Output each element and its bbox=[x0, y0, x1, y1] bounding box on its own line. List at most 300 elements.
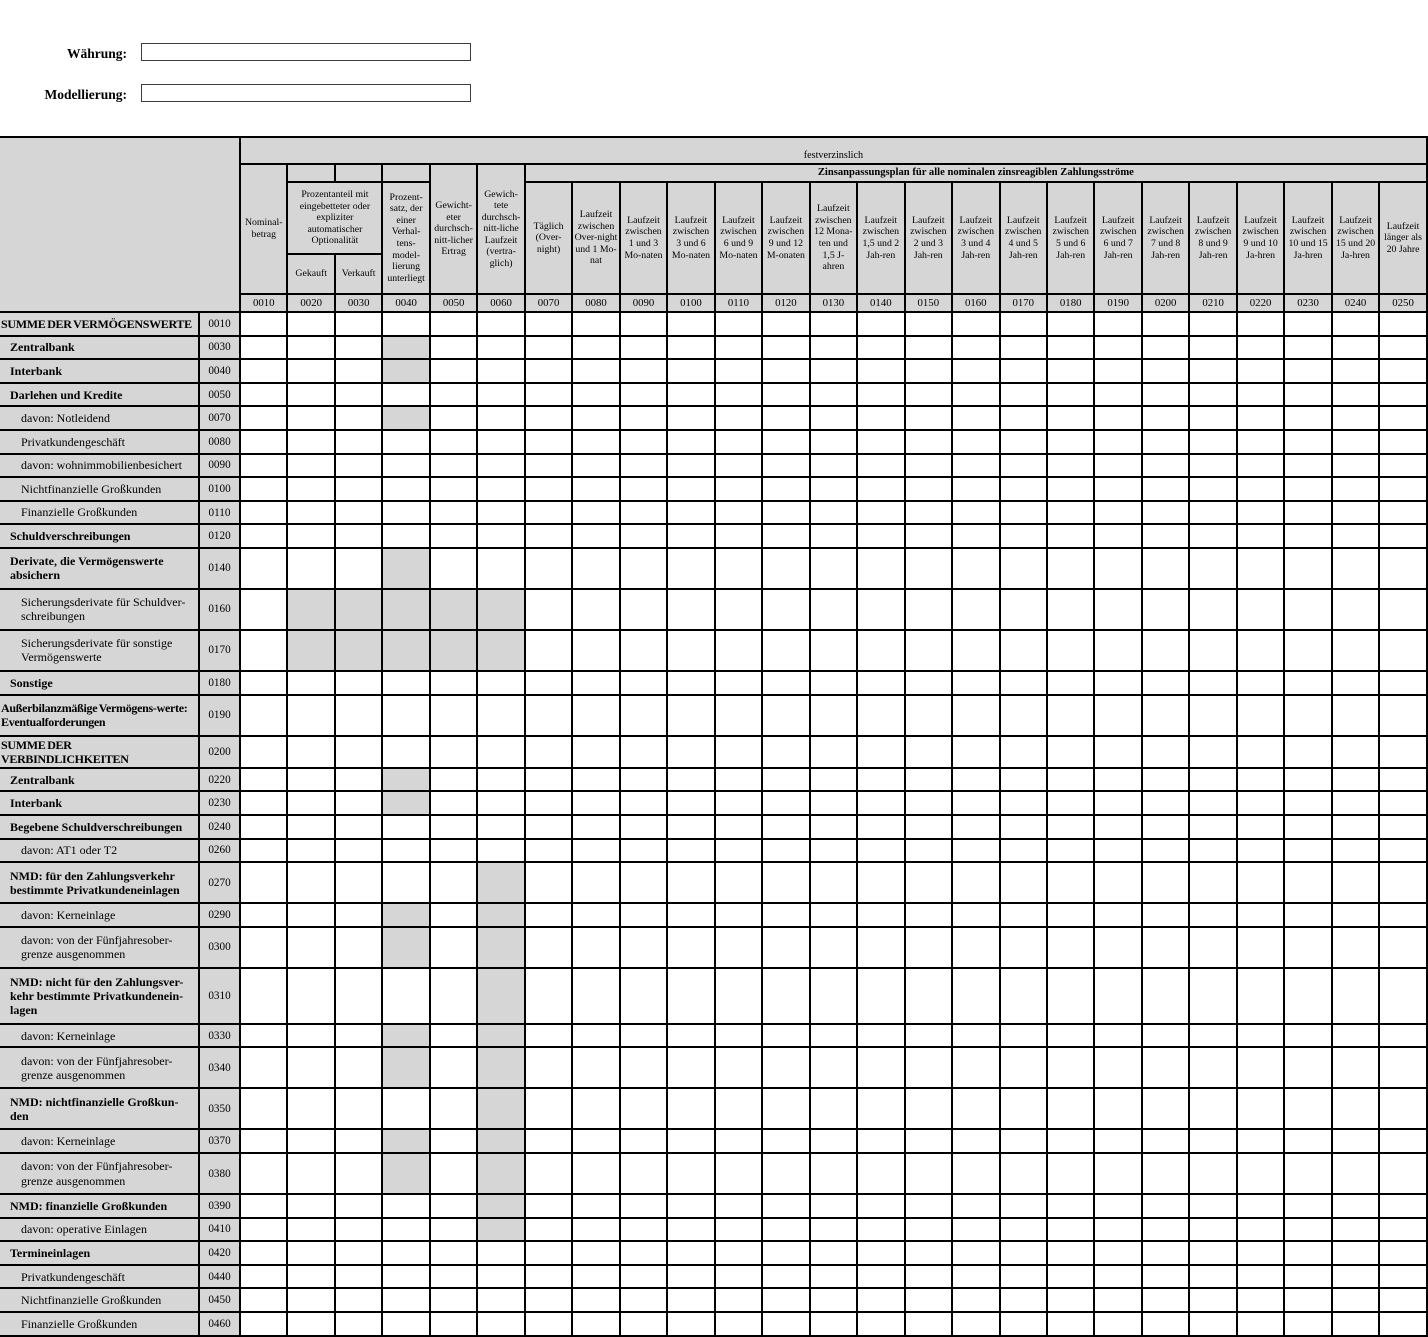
cell-0170-0230[interactable] bbox=[1284, 630, 1331, 671]
cell-0230-0190[interactable] bbox=[1094, 791, 1141, 815]
cell-0450-0220[interactable] bbox=[1237, 1288, 1284, 1312]
cell-0260-0150[interactable] bbox=[905, 839, 952, 863]
cell-0390-0040[interactable] bbox=[382, 1194, 429, 1218]
cell-0300-0050[interactable] bbox=[430, 927, 477, 968]
cell-0420-0070[interactable] bbox=[525, 1241, 572, 1265]
cell-0190-0100[interactable] bbox=[667, 695, 714, 736]
cell-0070-0230[interactable] bbox=[1284, 406, 1331, 430]
cell-0380-0120[interactable] bbox=[762, 1153, 809, 1194]
cell-0170-0250[interactable] bbox=[1379, 630, 1427, 671]
cell-0170-0170[interactable] bbox=[1000, 630, 1047, 671]
cell-0070-0010[interactable] bbox=[240, 406, 287, 430]
cell-0370-0020[interactable] bbox=[287, 1129, 334, 1153]
cell-0010-0170[interactable] bbox=[1000, 312, 1047, 336]
cell-0310-0140[interactable] bbox=[857, 968, 904, 1024]
cell-0120-0010[interactable] bbox=[240, 524, 287, 548]
cell-0070-0150[interactable] bbox=[905, 406, 952, 430]
cell-0240-0100[interactable] bbox=[667, 815, 714, 839]
cell-0290-0210[interactable] bbox=[1189, 903, 1236, 927]
cell-0030-0160[interactable] bbox=[952, 336, 999, 360]
cell-0050-0160[interactable] bbox=[952, 383, 999, 407]
cell-0140-0140[interactable] bbox=[857, 548, 904, 589]
cell-0010-0010[interactable] bbox=[240, 312, 287, 336]
cell-0390-0220[interactable] bbox=[1237, 1194, 1284, 1218]
cell-0110-0020[interactable] bbox=[287, 501, 334, 525]
cell-0270-0220[interactable] bbox=[1237, 862, 1284, 903]
cell-0420-0130[interactable] bbox=[810, 1241, 857, 1265]
cell-0050-0130[interactable] bbox=[810, 383, 857, 407]
cell-0050-0180[interactable] bbox=[1047, 383, 1094, 407]
cell-0390-0130[interactable] bbox=[810, 1194, 857, 1218]
cell-0330-0180[interactable] bbox=[1047, 1024, 1094, 1048]
cell-0190-0250[interactable] bbox=[1379, 695, 1427, 736]
cell-0070-0050[interactable] bbox=[430, 406, 477, 430]
cell-0140-0120[interactable] bbox=[762, 548, 809, 589]
cell-0120-0180[interactable] bbox=[1047, 524, 1094, 548]
cell-0230-0150[interactable] bbox=[905, 791, 952, 815]
cell-0030-0070[interactable] bbox=[525, 336, 572, 360]
cell-0100-0190[interactable] bbox=[1094, 477, 1141, 501]
cell-0420-0210[interactable] bbox=[1189, 1241, 1236, 1265]
cell-0110-0060[interactable] bbox=[477, 501, 524, 525]
cell-0050-0210[interactable] bbox=[1189, 383, 1236, 407]
cell-0410-0190[interactable] bbox=[1094, 1218, 1141, 1242]
cell-0200-0010[interactable] bbox=[240, 736, 287, 768]
cell-0310-0110[interactable] bbox=[715, 968, 762, 1024]
cell-0030-0150[interactable] bbox=[905, 336, 952, 360]
cell-0370-0230[interactable] bbox=[1284, 1129, 1331, 1153]
cell-0030-0180[interactable] bbox=[1047, 336, 1094, 360]
cell-0030-0140[interactable] bbox=[857, 336, 904, 360]
cell-0440-0180[interactable] bbox=[1047, 1265, 1094, 1289]
cell-0410-0250[interactable] bbox=[1379, 1218, 1427, 1242]
cell-0030-0020[interactable] bbox=[287, 336, 334, 360]
cell-0220-0250[interactable] bbox=[1379, 768, 1427, 792]
cell-0160-0080[interactable] bbox=[572, 589, 619, 630]
cell-0450-0200[interactable] bbox=[1142, 1288, 1189, 1312]
cell-0460-0220[interactable] bbox=[1237, 1312, 1284, 1336]
cell-0390-0180[interactable] bbox=[1047, 1194, 1094, 1218]
cell-0090-0050[interactable] bbox=[430, 454, 477, 478]
cell-0230-0100[interactable] bbox=[667, 791, 714, 815]
cell-0260-0230[interactable] bbox=[1284, 839, 1331, 863]
cell-0380-0140[interactable] bbox=[857, 1153, 904, 1194]
cell-0110-0050[interactable] bbox=[430, 501, 477, 525]
cell-0040-0060[interactable] bbox=[477, 359, 524, 383]
cell-0120-0140[interactable] bbox=[857, 524, 904, 548]
cell-0370-0010[interactable] bbox=[240, 1129, 287, 1153]
cell-0120-0070[interactable] bbox=[525, 524, 572, 548]
cell-0450-0080[interactable] bbox=[572, 1288, 619, 1312]
cell-0460-0060[interactable] bbox=[477, 1312, 524, 1336]
cell-0290-0170[interactable] bbox=[1000, 903, 1047, 927]
cell-0420-0060[interactable] bbox=[477, 1241, 524, 1265]
cell-0140-0240[interactable] bbox=[1332, 548, 1379, 589]
cell-0010-0220[interactable] bbox=[1237, 312, 1284, 336]
cell-0140-0030[interactable] bbox=[335, 548, 382, 589]
cell-0310-0070[interactable] bbox=[525, 968, 572, 1024]
cell-0240-0230[interactable] bbox=[1284, 815, 1331, 839]
cell-0260-0110[interactable] bbox=[715, 839, 762, 863]
cell-0330-0050[interactable] bbox=[430, 1024, 477, 1048]
cell-0080-0030[interactable] bbox=[335, 430, 382, 454]
cell-0380-0230[interactable] bbox=[1284, 1153, 1331, 1194]
cell-0330-0140[interactable] bbox=[857, 1024, 904, 1048]
cell-0300-0180[interactable] bbox=[1047, 927, 1094, 968]
cell-0190-0010[interactable] bbox=[240, 695, 287, 736]
cell-0330-0220[interactable] bbox=[1237, 1024, 1284, 1048]
cell-0220-0110[interactable] bbox=[715, 768, 762, 792]
cell-0410-0130[interactable] bbox=[810, 1218, 857, 1242]
cell-0170-0210[interactable] bbox=[1189, 630, 1236, 671]
cell-0140-0180[interactable] bbox=[1047, 548, 1094, 589]
cell-0140-0100[interactable] bbox=[667, 548, 714, 589]
cell-0230-0090[interactable] bbox=[620, 791, 667, 815]
cell-0390-0030[interactable] bbox=[335, 1194, 382, 1218]
cell-0300-0250[interactable] bbox=[1379, 927, 1427, 968]
cell-0300-0030[interactable] bbox=[335, 927, 382, 968]
cell-0330-0020[interactable] bbox=[287, 1024, 334, 1048]
cell-0420-0030[interactable] bbox=[335, 1241, 382, 1265]
cell-0220-0140[interactable] bbox=[857, 768, 904, 792]
cell-0040-0070[interactable] bbox=[525, 359, 572, 383]
cell-0310-0020[interactable] bbox=[287, 968, 334, 1024]
cell-0220-0220[interactable] bbox=[1237, 768, 1284, 792]
cell-0270-0200[interactable] bbox=[1142, 862, 1189, 903]
cell-0180-0100[interactable] bbox=[667, 671, 714, 695]
cell-0220-0130[interactable] bbox=[810, 768, 857, 792]
cell-0140-0170[interactable] bbox=[1000, 548, 1047, 589]
cell-0440-0150[interactable] bbox=[905, 1265, 952, 1289]
cell-0180-0230[interactable] bbox=[1284, 671, 1331, 695]
cell-0310-0180[interactable] bbox=[1047, 968, 1094, 1024]
cell-0460-0030[interactable] bbox=[335, 1312, 382, 1336]
cell-0010-0070[interactable] bbox=[525, 312, 572, 336]
cell-0370-0110[interactable] bbox=[715, 1129, 762, 1153]
cell-0260-0240[interactable] bbox=[1332, 839, 1379, 863]
cell-0080-0090[interactable] bbox=[620, 430, 667, 454]
cell-0100-0050[interactable] bbox=[430, 477, 477, 501]
cell-0010-0110[interactable] bbox=[715, 312, 762, 336]
cell-0100-0240[interactable] bbox=[1332, 477, 1379, 501]
cell-0110-0220[interactable] bbox=[1237, 501, 1284, 525]
cell-0110-0180[interactable] bbox=[1047, 501, 1094, 525]
cell-0050-0200[interactable] bbox=[1142, 383, 1189, 407]
cell-0460-0130[interactable] bbox=[810, 1312, 857, 1336]
cell-0190-0160[interactable] bbox=[952, 695, 999, 736]
cell-0340-0170[interactable] bbox=[1000, 1047, 1047, 1088]
cell-0440-0220[interactable] bbox=[1237, 1265, 1284, 1289]
cell-0340-0160[interactable] bbox=[952, 1047, 999, 1088]
cell-0160-0070[interactable] bbox=[525, 589, 572, 630]
cell-0110-0130[interactable] bbox=[810, 501, 857, 525]
cell-0290-0230[interactable] bbox=[1284, 903, 1331, 927]
cell-0300-0080[interactable] bbox=[572, 927, 619, 968]
cell-0340-0240[interactable] bbox=[1332, 1047, 1379, 1088]
cell-0380-0090[interactable] bbox=[620, 1153, 667, 1194]
cell-0310-0200[interactable] bbox=[1142, 968, 1189, 1024]
cell-0450-0030[interactable] bbox=[335, 1288, 382, 1312]
cell-0240-0140[interactable] bbox=[857, 815, 904, 839]
cell-0370-0120[interactable] bbox=[762, 1129, 809, 1153]
cell-0160-0140[interactable] bbox=[857, 589, 904, 630]
cell-0180-0060[interactable] bbox=[477, 671, 524, 695]
cell-0200-0100[interactable] bbox=[667, 736, 714, 768]
cell-0380-0050[interactable] bbox=[430, 1153, 477, 1194]
cell-0290-0180[interactable] bbox=[1047, 903, 1094, 927]
cell-0220-0020[interactable] bbox=[287, 768, 334, 792]
cell-0340-0010[interactable] bbox=[240, 1047, 287, 1088]
cell-0070-0140[interactable] bbox=[857, 406, 904, 430]
cell-0440-0140[interactable] bbox=[857, 1265, 904, 1289]
cell-0180-0240[interactable] bbox=[1332, 671, 1379, 695]
cell-0170-0120[interactable] bbox=[762, 630, 809, 671]
cell-0230-0080[interactable] bbox=[572, 791, 619, 815]
cell-0180-0080[interactable] bbox=[572, 671, 619, 695]
cell-0450-0160[interactable] bbox=[952, 1288, 999, 1312]
cell-0270-0170[interactable] bbox=[1000, 862, 1047, 903]
cell-0050-0150[interactable] bbox=[905, 383, 952, 407]
cell-0350-0030[interactable] bbox=[335, 1088, 382, 1129]
cell-0180-0160[interactable] bbox=[952, 671, 999, 695]
cell-0350-0220[interactable] bbox=[1237, 1088, 1284, 1129]
cell-0040-0090[interactable] bbox=[620, 359, 667, 383]
cell-0120-0230[interactable] bbox=[1284, 524, 1331, 548]
cell-0310-0160[interactable] bbox=[952, 968, 999, 1024]
cell-0080-0160[interactable] bbox=[952, 430, 999, 454]
cell-0440-0190[interactable] bbox=[1094, 1265, 1141, 1289]
cell-0120-0020[interactable] bbox=[287, 524, 334, 548]
cell-0160-0220[interactable] bbox=[1237, 589, 1284, 630]
modelling-input[interactable] bbox=[141, 84, 471, 102]
cell-0460-0160[interactable] bbox=[952, 1312, 999, 1336]
cell-0410-0040[interactable] bbox=[382, 1218, 429, 1242]
cell-0310-0220[interactable] bbox=[1237, 968, 1284, 1024]
cell-0260-0020[interactable] bbox=[287, 839, 334, 863]
cell-0370-0100[interactable] bbox=[667, 1129, 714, 1153]
cell-0270-0090[interactable] bbox=[620, 862, 667, 903]
cell-0180-0180[interactable] bbox=[1047, 671, 1094, 695]
cell-0350-0140[interactable] bbox=[857, 1088, 904, 1129]
cell-0240-0010[interactable] bbox=[240, 815, 287, 839]
cell-0310-0250[interactable] bbox=[1379, 968, 1427, 1024]
cell-0260-0210[interactable] bbox=[1189, 839, 1236, 863]
cell-0410-0170[interactable] bbox=[1000, 1218, 1047, 1242]
cell-0070-0030[interactable] bbox=[335, 406, 382, 430]
cell-0090-0020[interactable] bbox=[287, 454, 334, 478]
cell-0410-0140[interactable] bbox=[857, 1218, 904, 1242]
cell-0080-0200[interactable] bbox=[1142, 430, 1189, 454]
cell-0440-0080[interactable] bbox=[572, 1265, 619, 1289]
cell-0450-0040[interactable] bbox=[382, 1288, 429, 1312]
cell-0310-0130[interactable] bbox=[810, 968, 857, 1024]
cell-0330-0110[interactable] bbox=[715, 1024, 762, 1048]
cell-0410-0010[interactable] bbox=[240, 1218, 287, 1242]
cell-0270-0250[interactable] bbox=[1379, 862, 1427, 903]
cell-0260-0130[interactable] bbox=[810, 839, 857, 863]
cell-0010-0160[interactable] bbox=[952, 312, 999, 336]
cell-0340-0100[interactable] bbox=[667, 1047, 714, 1088]
cell-0350-0240[interactable] bbox=[1332, 1088, 1379, 1129]
cell-0010-0130[interactable] bbox=[810, 312, 857, 336]
cell-0100-0150[interactable] bbox=[905, 477, 952, 501]
cell-0440-0160[interactable] bbox=[952, 1265, 999, 1289]
cell-0180-0020[interactable] bbox=[287, 671, 334, 695]
cell-0010-0190[interactable] bbox=[1094, 312, 1141, 336]
cell-0120-0030[interactable] bbox=[335, 524, 382, 548]
cell-0450-0010[interactable] bbox=[240, 1288, 287, 1312]
cell-0390-0200[interactable] bbox=[1142, 1194, 1189, 1218]
cell-0160-0160[interactable] bbox=[952, 589, 999, 630]
cell-0090-0140[interactable] bbox=[857, 454, 904, 478]
cell-0010-0090[interactable] bbox=[620, 312, 667, 336]
cell-0190-0020[interactable] bbox=[287, 695, 334, 736]
cell-0220-0150[interactable] bbox=[905, 768, 952, 792]
cell-0220-0010[interactable] bbox=[240, 768, 287, 792]
cell-0300-0150[interactable] bbox=[905, 927, 952, 968]
cell-0120-0080[interactable] bbox=[572, 524, 619, 548]
cell-0230-0220[interactable] bbox=[1237, 791, 1284, 815]
cell-0350-0230[interactable] bbox=[1284, 1088, 1331, 1129]
cell-0440-0250[interactable] bbox=[1379, 1265, 1427, 1289]
cell-0200-0180[interactable] bbox=[1047, 736, 1094, 768]
cell-0240-0080[interactable] bbox=[572, 815, 619, 839]
cell-0240-0240[interactable] bbox=[1332, 815, 1379, 839]
cell-0110-0030[interactable] bbox=[335, 501, 382, 525]
cell-0200-0240[interactable] bbox=[1332, 736, 1379, 768]
cell-0290-0120[interactable] bbox=[762, 903, 809, 927]
cell-0290-0150[interactable] bbox=[905, 903, 952, 927]
cell-0420-0010[interactable] bbox=[240, 1241, 287, 1265]
cell-0460-0230[interactable] bbox=[1284, 1312, 1331, 1336]
cell-0010-0180[interactable] bbox=[1047, 312, 1094, 336]
cell-0010-0020[interactable] bbox=[287, 312, 334, 336]
cell-0070-0220[interactable] bbox=[1237, 406, 1284, 430]
cell-0300-0070[interactable] bbox=[525, 927, 572, 968]
cell-0010-0120[interactable] bbox=[762, 312, 809, 336]
cell-0220-0200[interactable] bbox=[1142, 768, 1189, 792]
cell-0290-0100[interactable] bbox=[667, 903, 714, 927]
cell-0270-0030[interactable] bbox=[335, 862, 382, 903]
cell-0340-0080[interactable] bbox=[572, 1047, 619, 1088]
cell-0420-0050[interactable] bbox=[430, 1241, 477, 1265]
cell-0450-0120[interactable] bbox=[762, 1288, 809, 1312]
cell-0300-0090[interactable] bbox=[620, 927, 667, 968]
cell-0300-0130[interactable] bbox=[810, 927, 857, 968]
cell-0300-0120[interactable] bbox=[762, 927, 809, 968]
cell-0180-0010[interactable] bbox=[240, 671, 287, 695]
cell-0270-0070[interactable] bbox=[525, 862, 572, 903]
cell-0200-0040[interactable] bbox=[382, 736, 429, 768]
cell-0140-0090[interactable] bbox=[620, 548, 667, 589]
cell-0040-0010[interactable] bbox=[240, 359, 287, 383]
cell-0380-0010[interactable] bbox=[240, 1153, 287, 1194]
cell-0030-0120[interactable] bbox=[762, 336, 809, 360]
cell-0420-0140[interactable] bbox=[857, 1241, 904, 1265]
cell-0180-0110[interactable] bbox=[715, 671, 762, 695]
cell-0110-0210[interactable] bbox=[1189, 501, 1236, 525]
cell-0100-0030[interactable] bbox=[335, 477, 382, 501]
cell-0190-0170[interactable] bbox=[1000, 695, 1047, 736]
cell-0090-0090[interactable] bbox=[620, 454, 667, 478]
cell-0410-0100[interactable] bbox=[667, 1218, 714, 1242]
cell-0290-0240[interactable] bbox=[1332, 903, 1379, 927]
cell-0450-0250[interactable] bbox=[1379, 1288, 1427, 1312]
cell-0200-0200[interactable] bbox=[1142, 736, 1189, 768]
cell-0090-0160[interactable] bbox=[952, 454, 999, 478]
cell-0450-0230[interactable] bbox=[1284, 1288, 1331, 1312]
cell-0110-0040[interactable] bbox=[382, 501, 429, 525]
cell-0180-0040[interactable] bbox=[382, 671, 429, 695]
cell-0120-0100[interactable] bbox=[667, 524, 714, 548]
cell-0170-0190[interactable] bbox=[1094, 630, 1141, 671]
cell-0200-0220[interactable] bbox=[1237, 736, 1284, 768]
cell-0350-0020[interactable] bbox=[287, 1088, 334, 1129]
cell-0420-0160[interactable] bbox=[952, 1241, 999, 1265]
cell-0270-0140[interactable] bbox=[857, 862, 904, 903]
cell-0200-0120[interactable] bbox=[762, 736, 809, 768]
cell-0420-0110[interactable] bbox=[715, 1241, 762, 1265]
cell-0070-0160[interactable] bbox=[952, 406, 999, 430]
cell-0180-0070[interactable] bbox=[525, 671, 572, 695]
cell-0370-0210[interactable] bbox=[1189, 1129, 1236, 1153]
cell-0310-0120[interactable] bbox=[762, 968, 809, 1024]
cell-0080-0240[interactable] bbox=[1332, 430, 1379, 454]
cell-0040-0170[interactable] bbox=[1000, 359, 1047, 383]
cell-0190-0180[interactable] bbox=[1047, 695, 1094, 736]
cell-0350-0010[interactable] bbox=[240, 1088, 287, 1129]
cell-0040-0190[interactable] bbox=[1094, 359, 1141, 383]
cell-0140-0200[interactable] bbox=[1142, 548, 1189, 589]
cell-0310-0150[interactable] bbox=[905, 968, 952, 1024]
cell-0100-0160[interactable] bbox=[952, 477, 999, 501]
cell-0050-0140[interactable] bbox=[857, 383, 904, 407]
cell-0380-0080[interactable] bbox=[572, 1153, 619, 1194]
cell-0410-0210[interactable] bbox=[1189, 1218, 1236, 1242]
cell-0080-0020[interactable] bbox=[287, 430, 334, 454]
cell-0100-0220[interactable] bbox=[1237, 477, 1284, 501]
cell-0460-0180[interactable] bbox=[1047, 1312, 1094, 1336]
cell-0380-0240[interactable] bbox=[1332, 1153, 1379, 1194]
cell-0300-0100[interactable] bbox=[667, 927, 714, 968]
cell-0190-0230[interactable] bbox=[1284, 695, 1331, 736]
cell-0170-0220[interactable] bbox=[1237, 630, 1284, 671]
cell-0220-0120[interactable] bbox=[762, 768, 809, 792]
cell-0380-0210[interactable] bbox=[1189, 1153, 1236, 1194]
cell-0080-0060[interactable] bbox=[477, 430, 524, 454]
cell-0420-0220[interactable] bbox=[1237, 1241, 1284, 1265]
cell-0270-0130[interactable] bbox=[810, 862, 857, 903]
cell-0350-0130[interactable] bbox=[810, 1088, 857, 1129]
cell-0410-0150[interactable] bbox=[905, 1218, 952, 1242]
cell-0290-0030[interactable] bbox=[335, 903, 382, 927]
cell-0170-0010[interactable] bbox=[240, 630, 287, 671]
cell-0080-0050[interactable] bbox=[430, 430, 477, 454]
cell-0450-0070[interactable] bbox=[525, 1288, 572, 1312]
cell-0440-0050[interactable] bbox=[430, 1265, 477, 1289]
cell-0270-0010[interactable] bbox=[240, 862, 287, 903]
cell-0100-0250[interactable] bbox=[1379, 477, 1427, 501]
cell-0180-0130[interactable] bbox=[810, 671, 857, 695]
cell-0460-0080[interactable] bbox=[572, 1312, 619, 1336]
cell-0340-0230[interactable] bbox=[1284, 1047, 1331, 1088]
cell-0110-0010[interactable] bbox=[240, 501, 287, 525]
cell-0080-0040[interactable] bbox=[382, 430, 429, 454]
cell-0100-0070[interactable] bbox=[525, 477, 572, 501]
cell-0420-0240[interactable] bbox=[1332, 1241, 1379, 1265]
cell-0370-0080[interactable] bbox=[572, 1129, 619, 1153]
cell-0350-0160[interactable] bbox=[952, 1088, 999, 1129]
